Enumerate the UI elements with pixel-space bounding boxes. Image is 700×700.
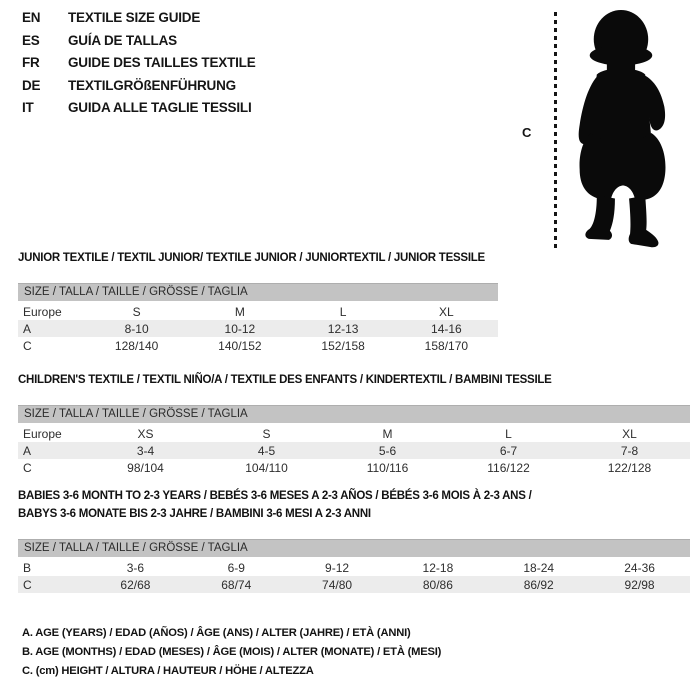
size-header-bar: SIZE / TALLA / TAILLE / GRÖSSE / TAGLIA: [18, 405, 690, 423]
size-value-cell: 104/110: [245, 460, 288, 475]
size-value-cell: 7-8: [569, 442, 690, 459]
language-code: EN: [22, 10, 41, 25]
language-row: [22, 75, 256, 98]
table-row: [18, 459, 690, 476]
size-value-cell: 62/68: [85, 576, 186, 593]
size-value-cell: L: [339, 304, 347, 319]
size-value-cell: 128/140: [114, 338, 159, 353]
size-value-cell: 86/92: [488, 576, 589, 593]
section-title: [18, 371, 690, 389]
size-value-cell: XS: [137, 426, 154, 441]
child-silhouette-icon: [566, 8, 680, 252]
size-value-cell: 92/98: [589, 576, 690, 593]
size-value-cell: 6-7: [448, 442, 569, 459]
section-title: [18, 249, 498, 267]
language-row: [22, 30, 256, 53]
language-label: GUÍA DE TALLAS: [68, 32, 177, 48]
section-title: [18, 487, 690, 523]
size-value-cell: 5-6: [327, 442, 448, 459]
size-value-cell: S: [262, 426, 271, 441]
language-code: DE: [22, 77, 41, 93]
footnote-line: A. AGE (YEARS) / EDAD (AÑOS) / ÂGE (ANS) / ALTER (JAHRE) / ETÀ (ANNI): [22, 627, 411, 639]
size-value-cell: L: [505, 426, 512, 441]
row-label: C: [18, 576, 85, 593]
size-value-cell: XL: [439, 304, 454, 319]
table-row: [18, 303, 498, 320]
size-table: [18, 425, 690, 476]
size-table: [18, 559, 690, 593]
size-value-cell: 122/128: [607, 460, 652, 475]
footnote-line: C. (cm) HEIGHT / ALTURA / HAUTEUR / HÖHE / ALTEZZA: [22, 664, 314, 677]
language-row: [22, 7, 256, 30]
table-row: [18, 442, 690, 459]
size-value-cell: 12-18: [422, 560, 454, 575]
row-label: Europe: [23, 304, 62, 319]
language-list: [22, 7, 256, 120]
table-row: [18, 337, 498, 354]
footnotes: [22, 624, 441, 680]
row-label: C: [23, 460, 32, 475]
table-row: [18, 559, 690, 576]
size-value-cell: M: [234, 304, 245, 319]
section-title-line: BABYS 3-6 MONATE BIS 2-3 JAHRE / BAMBINI 3-6 MESI A 2-3 ANNI: [18, 508, 371, 520]
size-value-cell: 140/152: [218, 338, 262, 353]
size-value-cell: 18-24: [523, 560, 555, 575]
section-title-line: CHILDREN'S TEXTILE / TEXTIL NIÑO/A / TEXTILE DES ENFANTS / KINDERTEXTIL / BAMBINI TESSILE: [18, 374, 552, 386]
table-row: [18, 425, 690, 442]
language-code: IT: [22, 100, 34, 116]
row-label: A: [18, 320, 85, 337]
size-value-cell: 98/104: [127, 460, 164, 475]
size-value-cell: 152/158: [321, 338, 365, 353]
row-label: B: [23, 560, 32, 575]
size-value-cell: 68/74: [186, 576, 287, 593]
size-value-cell: 74/80: [287, 576, 388, 593]
footnote-line: B. AGE (MONTHS) / EDAD (MESES) / ÂGE (MOIS) / ALTER (MONATE) / ETÀ (MESI): [22, 645, 442, 658]
size-value-cell: 14-16: [395, 320, 498, 337]
size-value-cell: 6-9: [227, 560, 245, 575]
language-label: TEXTILGRÖßENFÜHRUNG: [68, 77, 236, 93]
row-label: A: [18, 442, 85, 459]
size-header-bar: SIZE / TALLA / TAILLE / GRÖSSE / TAGLIA: [18, 283, 498, 301]
size-section: [18, 487, 690, 593]
size-value-cell: 12-13: [292, 320, 395, 337]
language-label: GUIDE DES TAILLES TEXTILE: [68, 55, 256, 71]
size-value-cell: 3-4: [85, 442, 206, 459]
size-value-cell: 9-12: [325, 560, 350, 575]
size-value-cell: 80/86: [387, 576, 488, 593]
size-value-cell: 4-5: [206, 442, 327, 459]
section-title-line: JUNIOR TEXTILE / TEXTIL JUNIOR/ TEXTILE JUNIOR / JUNIORTEXTIL / JUNIOR TESSILE: [18, 252, 485, 264]
size-value-cell: XL: [622, 426, 637, 441]
language-code: FR: [22, 55, 40, 71]
row-label: Europe: [23, 426, 62, 441]
row-label: C: [23, 338, 32, 353]
language-row: [22, 52, 256, 75]
size-section: [18, 371, 690, 476]
size-value-cell: 3-6: [126, 560, 145, 575]
size-value-cell: 8-10: [85, 320, 188, 337]
size-value-cell: 10-12: [188, 320, 291, 337]
size-value-cell: 116/122: [487, 460, 530, 475]
size-value-cell: 110/116: [366, 460, 409, 475]
height-dashed-line: [554, 12, 557, 248]
size-value-cell: M: [382, 426, 393, 441]
size-value-cell: 158/170: [424, 338, 469, 353]
size-table: [18, 303, 498, 354]
size-value-cell: 24-36: [624, 560, 655, 575]
size-header-bar: SIZE / TALLA / TAILLE / GRÖSSE / TAGLIA: [18, 539, 690, 557]
table-row: [18, 576, 690, 593]
size-value-cell: S: [132, 304, 141, 319]
size-section: [18, 249, 498, 354]
language-code: ES: [22, 32, 40, 48]
section-title-line: BABIES 3-6 MONTH TO 2-3 YEARS / BEBÉS 3-6 MESES A 2-3 AÑOS / BÉBÉS 3-6 MOIS À 2-3 ANS /: [18, 490, 532, 502]
language-row: [22, 97, 256, 120]
language-label: GUIDA ALLE TAGLIE TESSILI: [68, 100, 252, 116]
table-row: [18, 320, 498, 337]
height-measure-label: C: [522, 125, 532, 140]
measurement-figure: [518, 6, 690, 254]
language-label: TEXTILE SIZE GUIDE: [68, 10, 201, 25]
